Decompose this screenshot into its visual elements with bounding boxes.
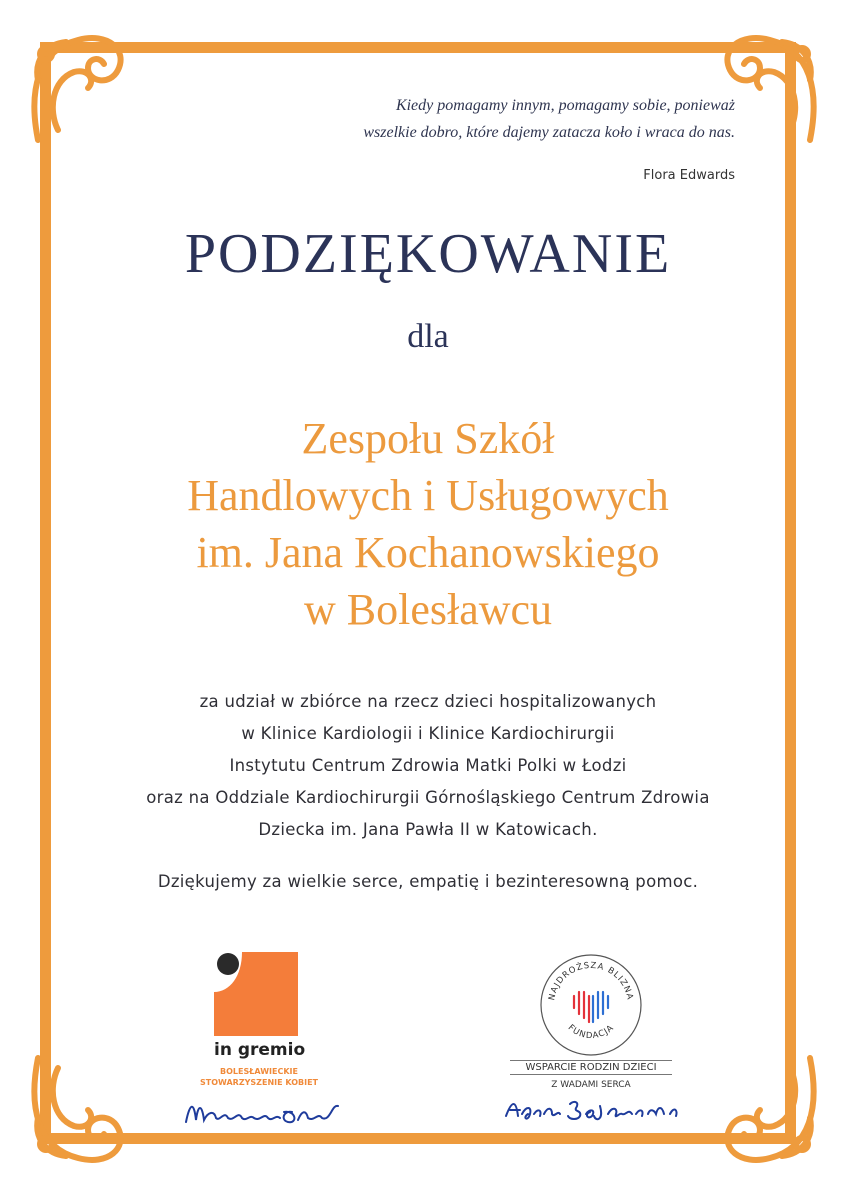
quote-line: Kiedy pomagamy innym, pomagamy sobie, ponieważ [395,97,735,114]
body-line: Dziecka im. Jana Pawła II w Katowicach. [258,820,598,839]
recipient-line: im. Jana Kochanowskiego [196,528,660,577]
body-line: oraz na Oddziale Kardiochirurgii Górnośląskiego Centrum Zdrowia [146,788,710,807]
recipient-line: Zespołu Szkół [301,414,555,463]
certificate-title: PODZIĘKOWANIE [184,223,672,285]
body-line: Instytutu Centrum Zdrowia Matki Polki w Łodzi [229,756,627,775]
in-gremio-subtitle [192,1066,326,1088]
heart-icon [574,992,608,1022]
in-gremio-mark-icon [214,952,298,1036]
foundation-tagline: Z WADAMI SERCA [551,1080,631,1090]
body-line: za udział w zbiórce na rzecz dzieci hospitalizowanych [199,692,657,711]
signature-left [180,1092,380,1132]
corner-ornament-top-left [18,20,158,160]
foundation-tagline: WSPARCIE RODZIN DZIECI [510,1060,672,1075]
thanks-line: Dziękujemy za wielkie serce, empatię i bezinteresowną pomoc. [157,872,699,891]
in-gremio-name: in gremio [214,1040,306,1060]
najdrozsza-blizna-logo [538,952,644,1058]
body-line: w Klinice Kardiologii i Klinice Kardiochirurgii [241,724,615,743]
recipient-line: Handlowych i Usługowych [187,471,669,520]
in-gremio-subtitle-line: STOWARZYSZENIE KOBIET [199,1078,318,1087]
in-gremio-logo [196,952,346,1062]
corner-ornament-bottom-left [18,1038,158,1178]
in-gremio-subtitle-line: BOLESŁAWIECKIE [220,1067,298,1076]
signature-right [500,1092,700,1126]
acknowledgement-text [0,686,848,846]
for-word: dla [407,318,449,355]
svg-text:FUNDACJA: FUNDACJA [565,1022,617,1042]
recipient-name [0,410,848,638]
corner-ornament-bottom-right [690,1038,830,1178]
quote-author: Flora Edwards [643,168,735,183]
svg-text:NAJDROŻSZA BLIZNA: NAJDROŻSZA BLIZNA [547,960,635,1002]
epigraph-quote [250,92,735,146]
recipient-line: w Bolesławcu [303,585,553,634]
quote-line: wszelkie dobro, które dajemy zatacza koło i wraca do nas. [363,124,735,141]
